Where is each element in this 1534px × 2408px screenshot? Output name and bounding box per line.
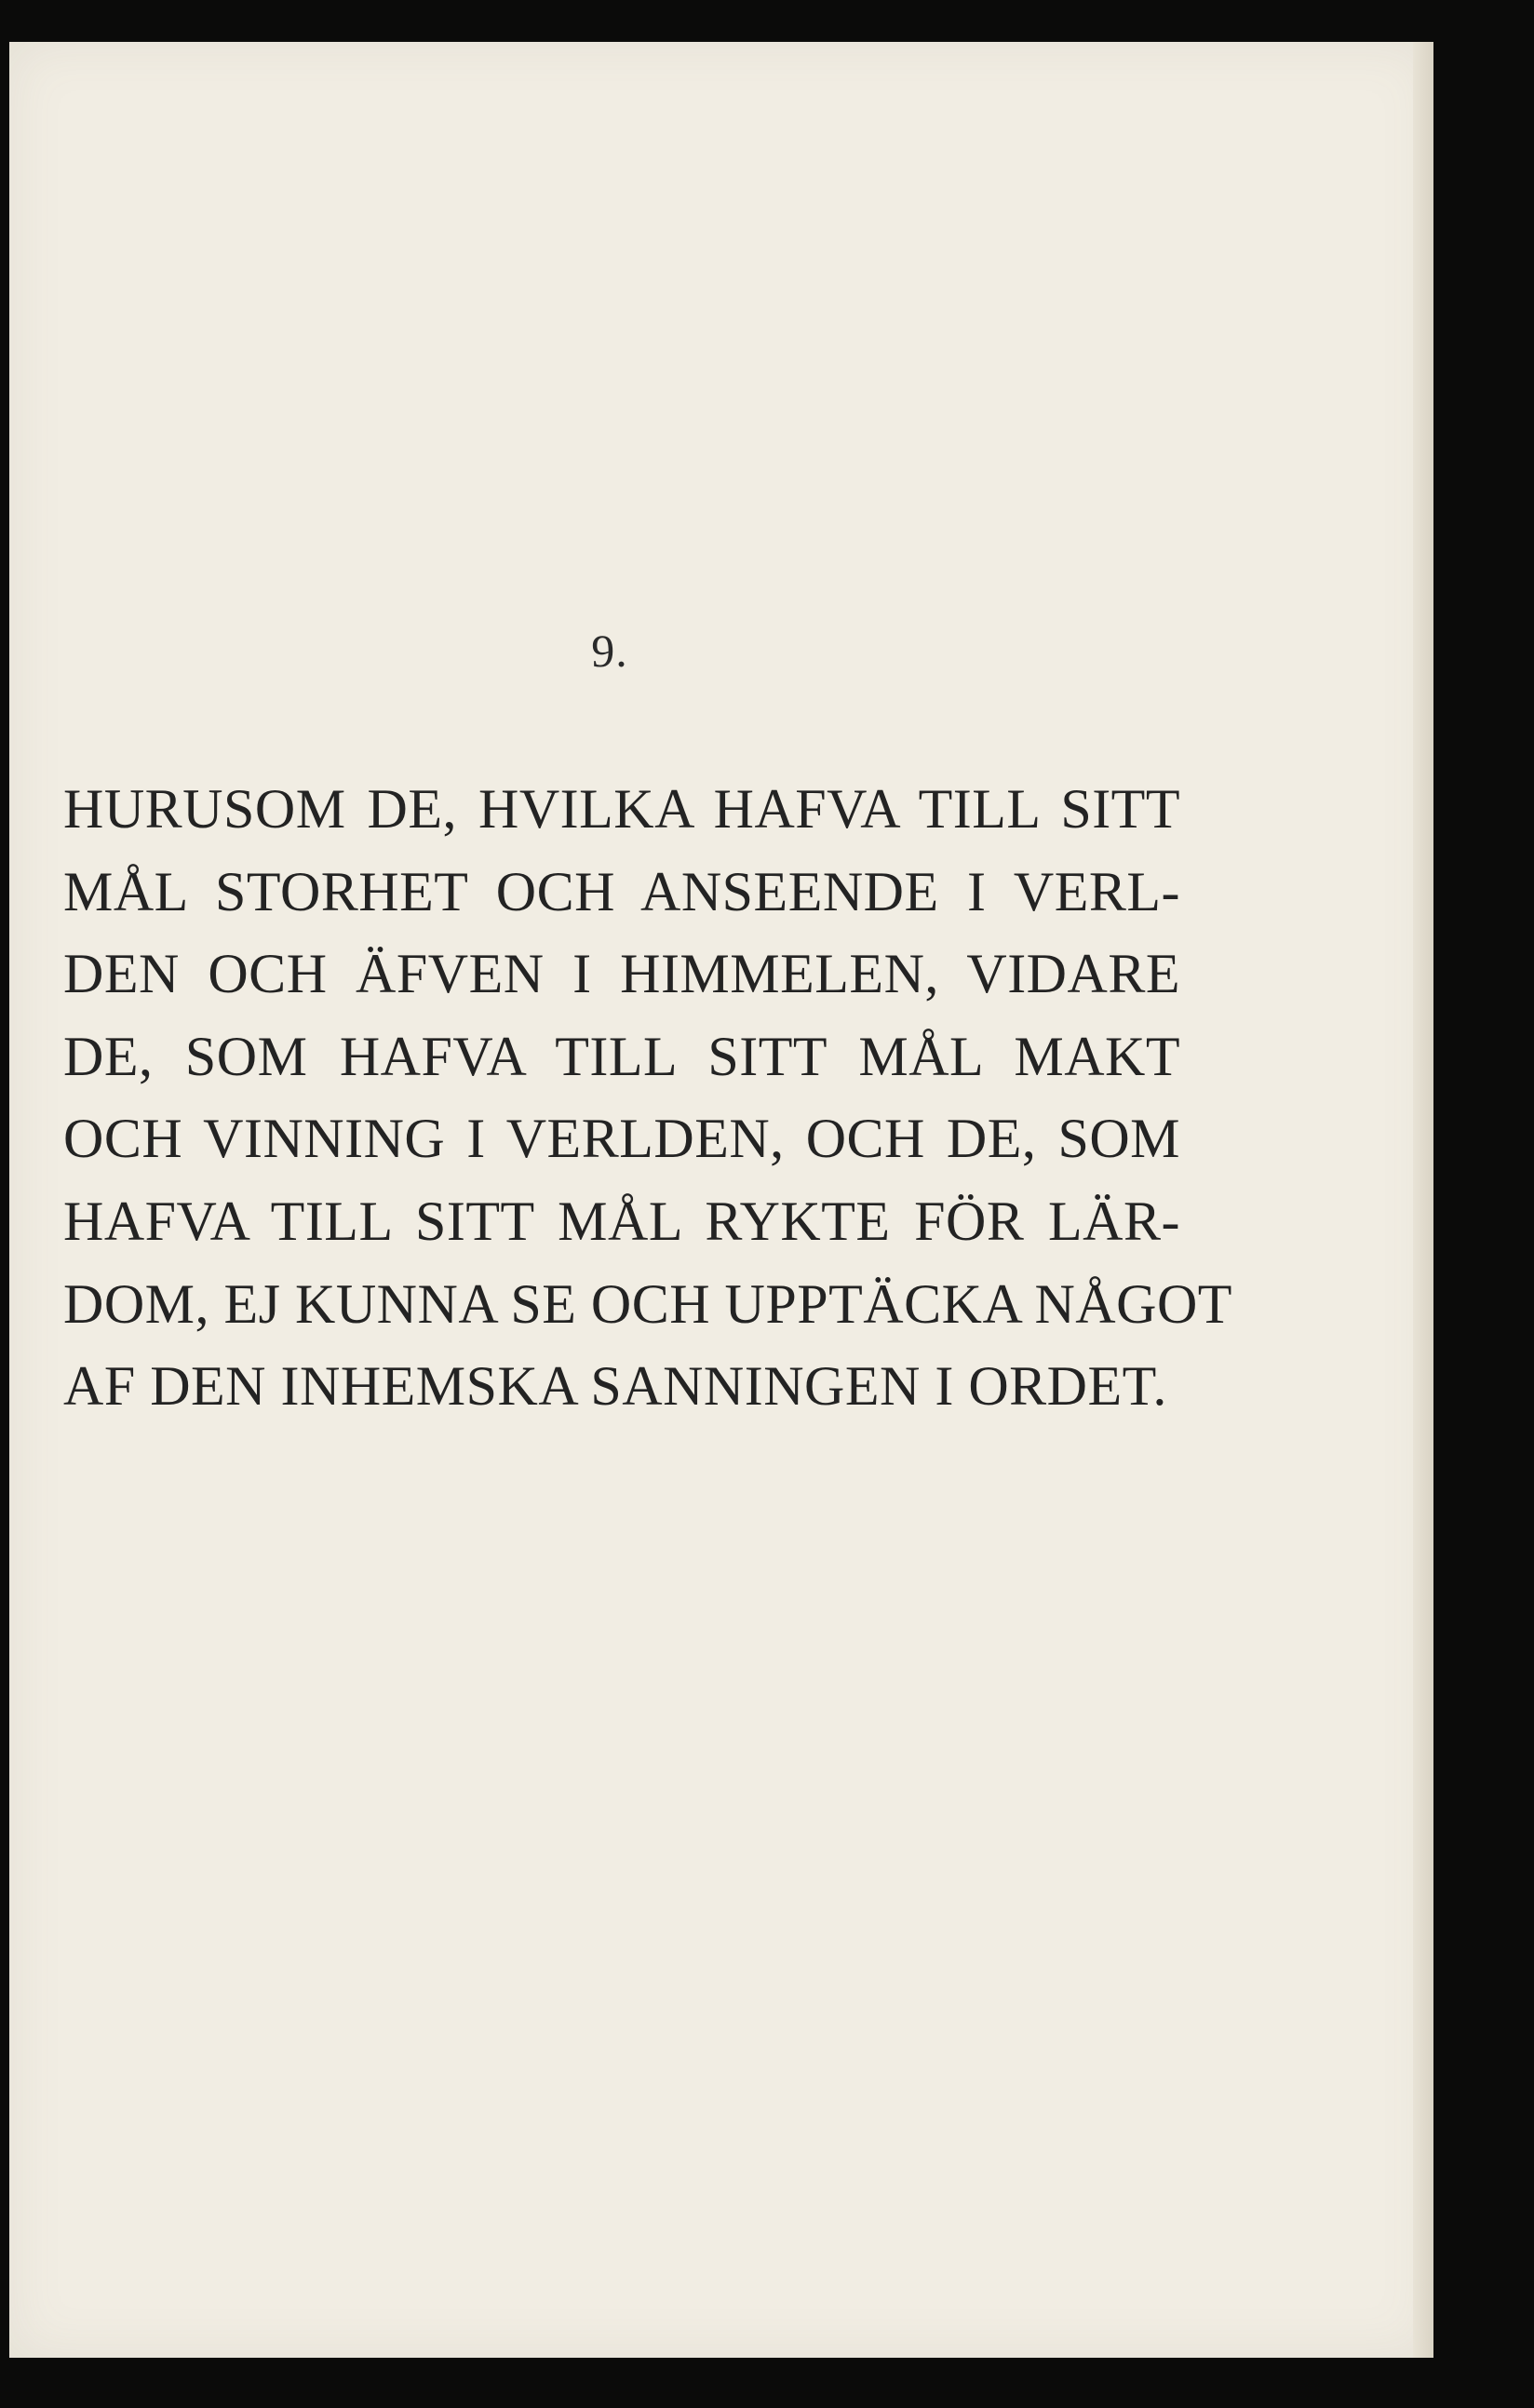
heading-line-6: HAFVA TILL SITT MÅL RYKTE FÖR LÄR-: [63, 1190, 1180, 1252]
heading-line-8: AF DEN INHEMSKA SANNINGEN I ORDET.: [63, 1355, 1167, 1418]
chapter-heading: [63, 768, 1232, 1428]
page-edge: [1413, 42, 1433, 2358]
heading-line-5: OCH VINNING I VERLDEN, OCH DE, SOM: [63, 1108, 1180, 1170]
page-number: 9.: [591, 625, 628, 677]
heading-line-2: MÅL STORHET OCH ANSEENDE I VERL-: [63, 860, 1180, 922]
heading-line-7: DOM, EJ KUNNA SE OCH UPPTÄCKA NÅGOT: [63, 1272, 1232, 1335]
book-page: [9, 42, 1433, 2358]
heading-line-1: HURUSOM DE, HVILKA HAFVA TILL SITT: [63, 778, 1180, 840]
heading-line-4: DE, SOM HAFVA TILL SITT MÅL MAKT: [63, 1025, 1180, 1087]
heading-line-3: DEN OCH ÄFVEN I HIMMELEN, VIDARE: [63, 943, 1180, 1005]
